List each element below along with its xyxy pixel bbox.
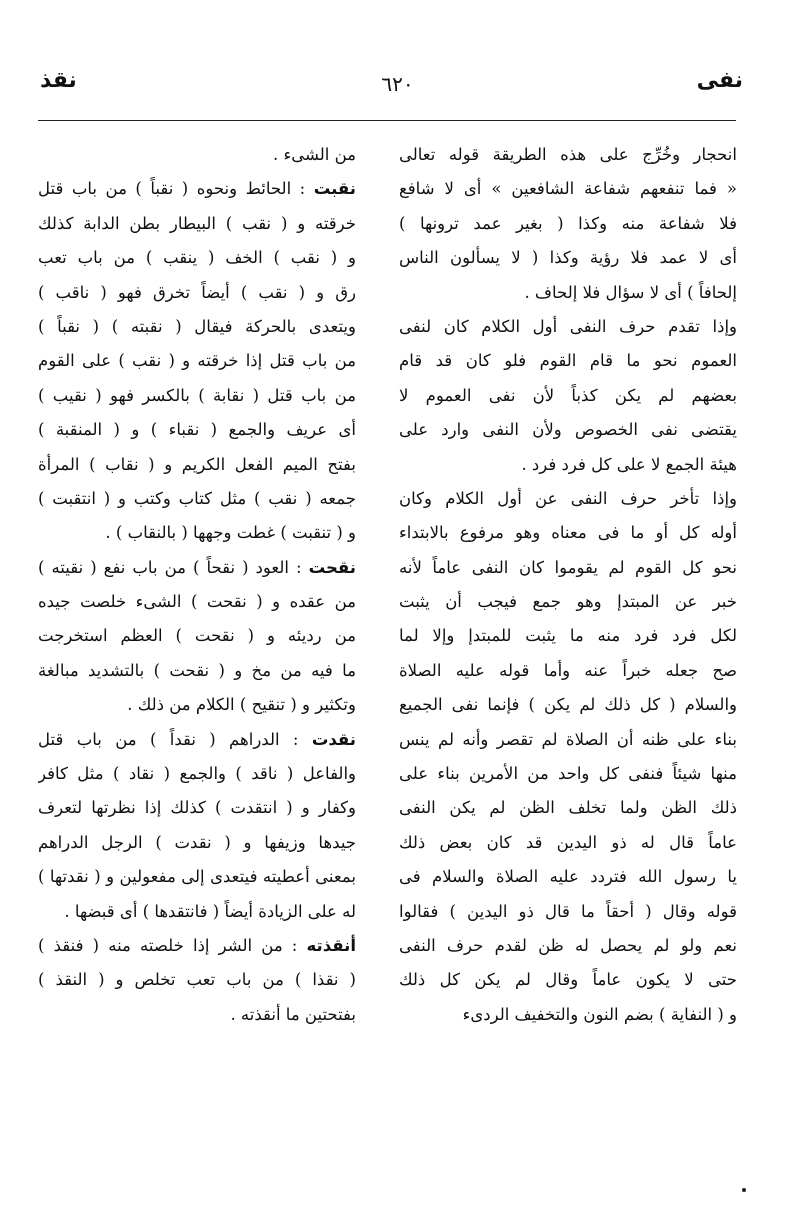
- text-line: [38, 826, 356, 860]
- line-text: والفاعل ( ناقد ) والجمع ( نقاد ) مثل كافر: [38, 764, 356, 784]
- text-line: بعضهم لم يكن كذباً لأن نفى العموم لا: [399, 385, 737, 405]
- headword: نقحت: [308, 557, 356, 577]
- headword: أنقذته: [306, 935, 356, 955]
- line-text: جمعه ( نقب ) مثل كتاب وكتب و ( انتقبت ): [38, 488, 356, 508]
- entry-line: [38, 929, 356, 963]
- text-line: والسلام ( كل ذلك لم يكن ) فإنما نفى الجميع: [399, 695, 737, 715]
- text-line: بناء على ظنه أن الصلاة لم تقصر وأنه لم ينس: [399, 729, 737, 749]
- text-line: أوله كل أو ما فى معناه وهو مرفوع بالابتداء: [399, 523, 737, 543]
- text-line: [38, 138, 356, 172]
- text-line: هيئة الجمع لا على كل فرد فرد .: [521, 454, 737, 474]
- line-text: : الحائط ونحوه ( نقباً ) من باب قتل: [38, 179, 314, 199]
- line-text: من الشىء .: [273, 145, 356, 164]
- text-line: صح جعله خبراً عنه وأما قوله عليه الصلاة: [399, 660, 737, 680]
- page-mark: [742, 1188, 746, 1192]
- text-line: حتى لا يكون عاماً وقال لم يكن كل ذلك: [399, 970, 737, 990]
- text-line: وإذا تأخر حرف النفى عن أول الكلام وكان: [399, 488, 737, 508]
- right-column: [399, 138, 737, 1032]
- line-text: و ( تنقبت ) غطت وجهها ( بالنقاب ) .: [105, 523, 356, 543]
- text-line: [38, 688, 356, 722]
- line-text: من عقده و ( نقحت ) الشىء خلصت جيده: [38, 592, 356, 612]
- text-line: [38, 757, 356, 791]
- text-line: منها شيئاً فنفى كل واحد من الأمرين بناء على: [399, 764, 737, 784]
- text-line: انحجار وخُرِّج على هذه الطريقة قوله تعالى: [399, 145, 737, 164]
- text-line: [38, 963, 356, 997]
- page-number: ٦٢٠: [381, 72, 414, 96]
- line-text: : الدراهم ( نقداً ) من باب قتل: [38, 729, 312, 749]
- line-text: رق و ( نقب ) أيضاً تخرق فهو ( ناقب ): [38, 282, 356, 302]
- text-line: لكل فرد فرد منه ما يثبت للمبتدإ وإلا لما: [399, 626, 737, 646]
- text-line: [38, 585, 356, 619]
- text-line: [38, 276, 356, 310]
- text-line: [38, 379, 356, 413]
- text-line: [38, 998, 356, 1032]
- line-text: : من الشر إذا خلصته منه ( فنقذ ): [38, 935, 307, 955]
- left-column: [38, 138, 356, 1032]
- text-line: [38, 791, 356, 825]
- headword: نقدت: [311, 729, 356, 749]
- line-text: بمعنى أعطيته فيتعدى إلى مفعولين و ( نقدتها ): [38, 867, 356, 887]
- text-line: [38, 619, 356, 653]
- text-line: [38, 895, 356, 929]
- line-text: و ( نقب ) الخف ( ينقب ) من باب تعب: [38, 248, 356, 268]
- text-line: نعم ولو لم يحصل له ظن لقدم حرف النفى: [399, 935, 737, 955]
- line-text: : العود ( نقحاً ) من باب نفع ( نقيته ): [38, 557, 309, 577]
- text-line: ذلك الظن ولما تخلف الظن لم يكن النفى: [399, 798, 737, 818]
- text-line: وإذا تقدم حرف النفى أول الكلام كان لنفى: [399, 316, 737, 336]
- line-text: ويتعدى بالحركة فيقال ( نقبته ) ( نقباً ): [38, 316, 356, 336]
- text-line: يا رسول الله فتردد عليه الصلاة والسلام فى: [399, 867, 737, 887]
- line-text: له على الزيادة أيضاً ( فانتقدها ) أى قبضها .: [64, 901, 356, 921]
- line-text: أى عريف والجمع ( نقباء ) و ( المنقبة ): [38, 420, 356, 440]
- line-text: خرقته و ( نقب ) البيطار بطن الدابة كذلك: [38, 213, 356, 233]
- text-line: أى لا عمد فلا رؤية وكذا ( لا يسألون الناس: [399, 248, 737, 268]
- text-line: [38, 207, 356, 241]
- header-rule: [38, 120, 736, 121]
- text-line: [38, 516, 356, 550]
- line-text: ما فيه من مخ و ( نقحت ) بالتشديد مبالغة: [38, 660, 356, 680]
- text-line: « فما تنفعهم شفاعة الشافعين » أى لا شافع: [399, 179, 737, 199]
- text-line: [38, 310, 356, 344]
- line-text: وتكثير و ( تنقيح ) الكلام من ذلك .: [127, 695, 356, 715]
- header-keyword-right: نفى: [696, 68, 743, 93]
- entry-line: [38, 172, 356, 206]
- text-line: العموم نحو ما قام القوم فلو كان قد قام: [399, 351, 737, 371]
- line-text: ( نقذا ) من باب تعب تخلص و ( النقذ ): [38, 970, 356, 990]
- text-line: خبر عن المبتدإ وهو جمع فيجب أن يثبت: [399, 592, 737, 612]
- line-text: وكفار و ( انتقدت ) كذلك إذا نظرتها لتعرف: [38, 798, 356, 818]
- header-keyword-left: نقذ: [40, 68, 77, 93]
- text-line: [38, 413, 356, 447]
- text-line: يقتضى نفى الخصوص ولأن النفى وارد على: [399, 420, 737, 440]
- line-text: بفتحتين ما أنقذته .: [230, 1004, 356, 1024]
- line-text: بفتح الميم الفعل الكريم و ( نقاب ) المرأة: [38, 454, 356, 474]
- entry-line: [38, 723, 356, 757]
- line-text: من رديئه و ( نقحت ) العظم استخرجت: [38, 626, 356, 646]
- line-text: جيدها وزيفها و ( نقدت ) الرجل الدراهم: [38, 832, 356, 852]
- entry-line: [38, 551, 356, 585]
- text-line: فلا شفاعة منه وكذا ( بغير عمد ترونها ): [399, 213, 737, 233]
- text-line: [38, 448, 356, 482]
- text-line: [38, 654, 356, 688]
- headword: نقبت: [313, 179, 356, 199]
- text-line: [38, 482, 356, 516]
- text-line: [38, 241, 356, 275]
- line-text: من باب قتل ( نقابة ) بالكسر فهو ( نقيب ): [38, 385, 356, 405]
- text-line: نحو كل القوم لم يقوموا كان النفى عاماً لأنه: [399, 557, 737, 577]
- text-line: و ( النفاية ) بضم النون والتخفيف الردىء: [462, 1004, 737, 1024]
- text-line: إلحافاً ) أى لا سؤال فلا إلحاف .: [524, 282, 737, 302]
- text-line: [38, 860, 356, 894]
- text-line: قوله وقال ( أحقاً ما قال ذو اليدين ) فقالوا: [399, 901, 737, 921]
- text-line: عاماً قال له ذو اليدين قد كان بعض ذلك: [399, 832, 737, 852]
- line-text: من باب قتل إذا خرقته و ( نقب ) على القوم: [38, 351, 356, 371]
- text-line: [38, 344, 356, 378]
